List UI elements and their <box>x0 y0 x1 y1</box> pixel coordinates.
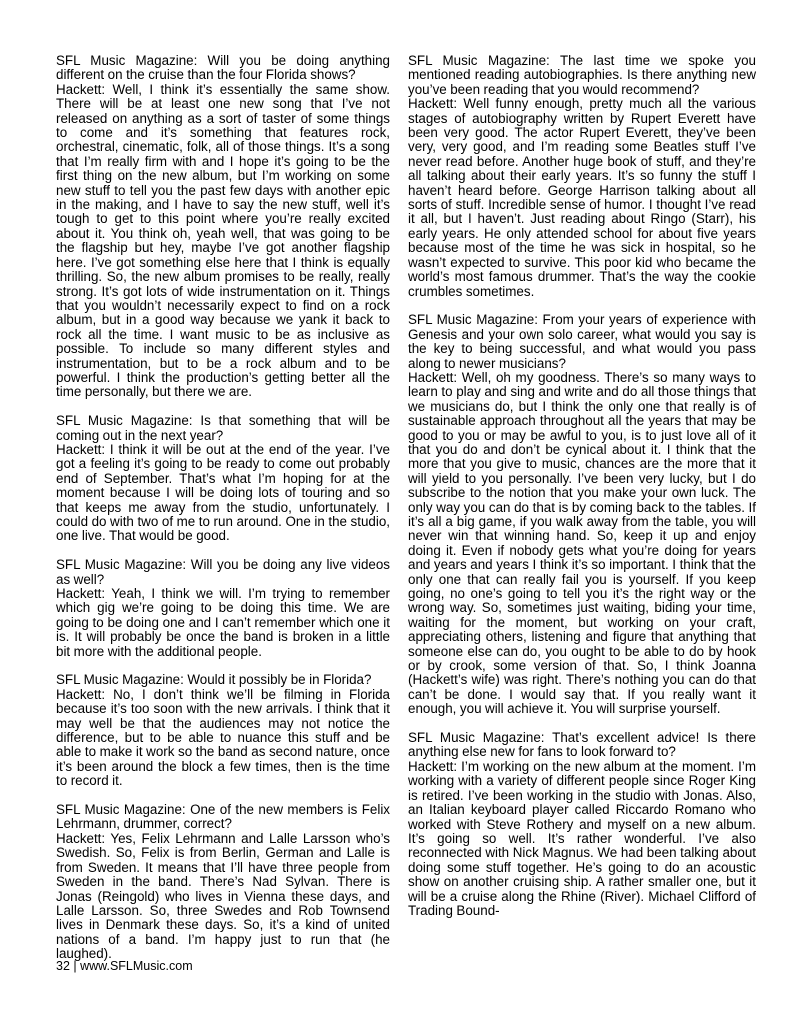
interview-question: SFL Music Magazine: Would it possibly be in Florida? <box>56 672 372 688</box>
article-body <box>56 54 756 962</box>
page-footer <box>56 959 193 973</box>
interview-answer: Hackett: Yes, Felix Lehrmann and Lalle Larsson who’s Swedish. So, Felix is from Berlin, German and Lalle is from Sweden. It means that I’ll have three people from Sweden in the band. There’s Nad Sylvan. There is Jonas (Reingold) who lives in Vienna these days, and Lalle Larsson. So, three Swedes and Rob Townsend lives in Denmark these days. So, it’s a kind of united nations of a band. I’m happy just to run that (he laughed). <box>56 830 390 962</box>
qa-block <box>408 313 756 716</box>
left-column <box>56 54 390 962</box>
interview-answer: Hackett: I’m working on the new album at the moment. I’m working with a variety of different people since Roger King is retired. I’ve been working in the studio with Jonas. Also, an Italian keyboard player called Riccardo Romano who worked with Steve Rothery and myself on a new album. It’s going so well. It’s rather wonderful. I’ve also reconnected with Nick Magnus. We had been talking about doing some stuff together. He’s going to do an acoustic show on another cruising ship. A rather smaller one, but it will be a cruise along the Rhine (River). Michael Clifford of Trading Bound- <box>408 758 756 918</box>
interview-question: SFL Music Magazine: Will you be doing anything different on the cruise than the four Florida shows? <box>56 53 390 83</box>
interview-question: SFL Music Magazine: The last time we spoke you mentioned reading autobiographies. Is there anything new you’ve been reading that you would recommend? <box>408 53 756 97</box>
qa-block <box>56 558 390 659</box>
qa-block <box>56 673 390 788</box>
qa-block <box>56 803 390 961</box>
interview-answer: Hackett: Well funny enough, pretty much all the various stages of autobiography written by Rupert Everett have been very good. The actor Rupert Everett, they’ve been very, very good, and I’m reading some Beatles stuff I’ve never read before. Another huge book of stuff, and they’re all talking about their early years. It’s so funny the stuff I haven’t heard before. George Harrison talking about all sorts of stuff. Incredible sense of humor. I thought I’ve read it all, but I haven’t. Just reading about Ringo (Starr), his early years. He only attended school for about five years because most of the time he was sick in hospital, so he wasn’t expected to survive. This poor kid who became the world’s most famous drummer. That’s the way the cookie crumbles sometimes. <box>408 96 756 299</box>
interview-answer: Hackett: I think it will be out at the end of the year. I’ve got a feeling it’s going to be ready to come out probably end of September. That’s what I’m hoping for at the moment because I will be doing lots of touring and so that keeps me away from the studio, unfortunately. I could do with two of me to run around. One in the studio, one live. That would be good. <box>56 441 390 544</box>
interview-question: SFL Music Magazine: One of the new members is Felix Lehrmann, drummer, correct? <box>56 802 390 832</box>
interview-answer: Hackett: Well, oh my goodness. There’s so many ways to learn to play and sing and write and do all those things that we musicians do, but I think the only one that really is of sustainable approach throughout all the years that may be good to you or may be awful to you, is to just love all of it that you do and don’t be cynical about it. I think that the more that you give to music, chances are the more that it will yield to you personally. I’ve been very lucky, but I do subscribe to the notion that you make your own luck. The only way you can do that is by coming back to the tables. If it’s all a big game, if you walk away from the table, you will never win that winning hand. So, keep it up and enjoy doing it. Even if nobody gets what you’re doing for years and years and years I think it’s so important. I think that the only one that can really fail you is yourself. If you keep going, no one’s going to tell you it’s the right way or the wrong way. So, sometimes just waiting, biding your time, waiting for the moment, but working on your craft, appreciating others, listening and figure that anything that someone else can do, you ought to be able to do by hook or by crook, some version of that. So, I think Joanna (Hackett’s wife) was right. There’s nothing you can do that can’t be done. I would say that. If you really want it enough, you will achieve it. You will surprise yourself. <box>408 369 756 717</box>
right-column <box>408 54 756 962</box>
interview-question: SFL Music Magazine: From your years of experience with Genesis and your own solo career, what would you say is the key to being successful, and what would you pass along to newer musicians? <box>408 312 756 371</box>
footer-text: 32 | www.SFLMusic.com <box>56 959 193 973</box>
qa-block <box>408 731 756 918</box>
interview-answer: Hackett: Yeah, I think we will. I’m trying to remember which gig we’re going to be doing this time. We are going to be doing one and I can’t remember which one it is. It will probably be once the band is broken in a little bit more with the additional people. <box>56 586 390 659</box>
qa-block <box>56 54 390 400</box>
interview-question: SFL Music Magazine: That’s excellent advice! Is there anything else new for fans to look forward to? <box>408 730 756 760</box>
interview-question: SFL Music Magazine: Is that something that will be coming out in the next year? <box>56 413 390 443</box>
qa-block <box>56 414 390 544</box>
qa-block <box>408 54 756 299</box>
interview-answer: Hackett: No, I don’t think we’ll be filming in Florida because it’s too soon with the new arrivals. I think that it may well be that the audiences may not notice the difference, but to be able to nuance this stuff and be able to make it work so the band as second nature, once it’s been around the block a few times, then is the time to record it. <box>56 686 390 789</box>
interview-answer: Hackett: Well, I think it’s essentially the same show. There will be at least one new song that I’ve not released on anything as a sort of taster of some things to come and it’s something that features rock, orchestral, cinematic, folk, all of those things. It’s a song that I’m really firm with and I hope it’s going to be the first thing on the new album, but I’m working on some new stuff to tell you the past few days with another epic in the making, and I have to say the new stuff, well it’s tough to get to this point where you’re really excited about it. You think oh, yeah well, that was going to be the flagship but hey, maybe I’ve got another flagship here. I’ve got something else here that I think is equally thrilling. So, the new album promises to be really, really strong. It’s got lots of wide instrumentation on it. Things that you wouldn’t necessarily expect to find on a rock album, but in a good way because we yank it back to rock all the time. I want music to be as inclusive as possible. To include so many different styles and instrumentation, but to be a rock album and to be powerful. I think the production’s getting better all the time personally, but there we are. <box>56 81 390 400</box>
interview-question: SFL Music Magazine: Will you be doing any live videos as well? <box>56 557 390 587</box>
